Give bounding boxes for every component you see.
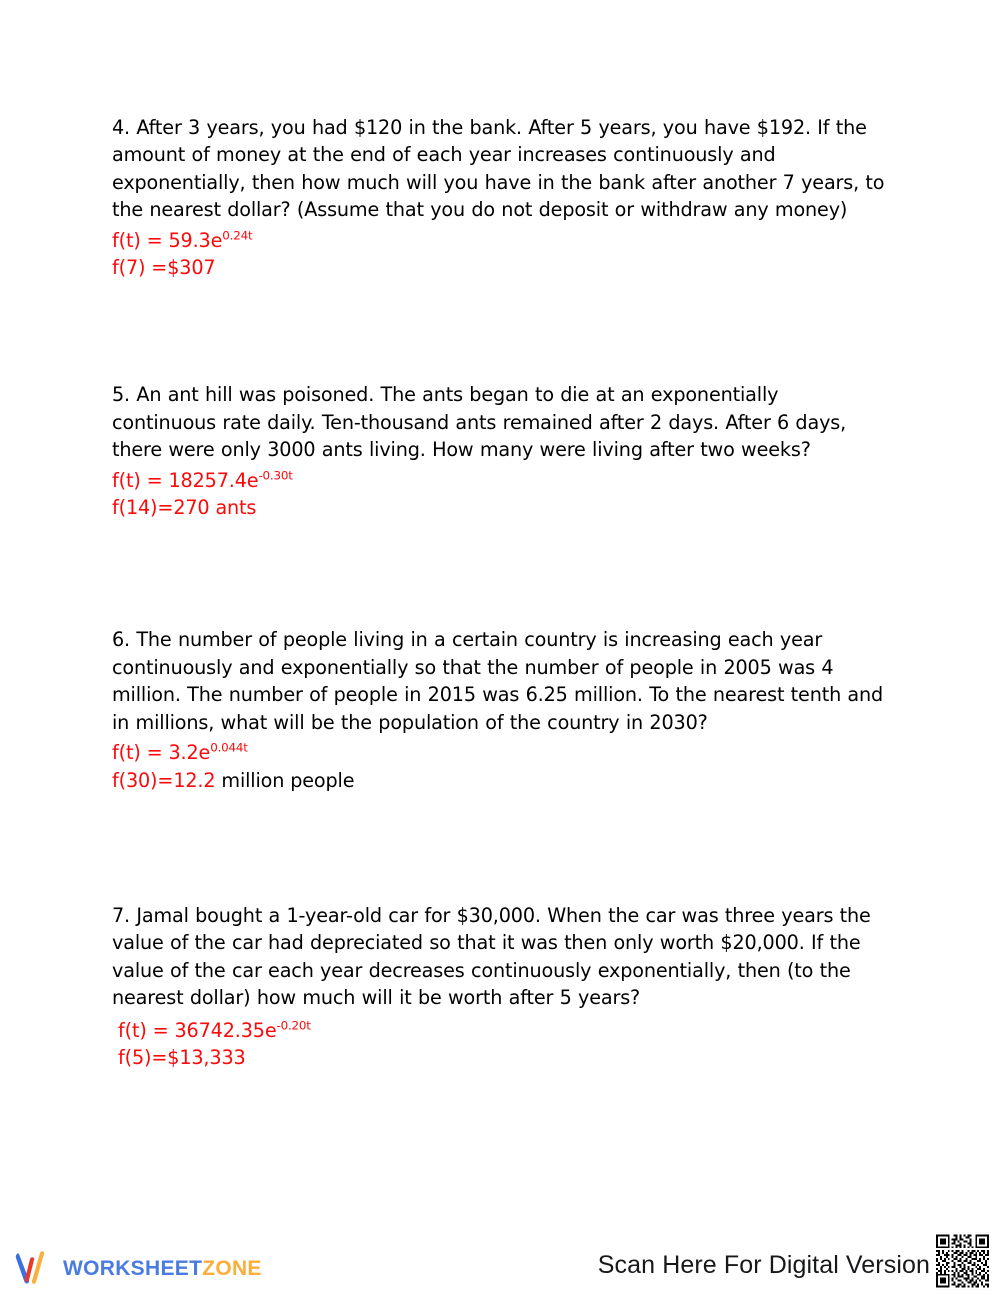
qr-code[interactable] xyxy=(934,1232,991,1290)
page-footer xyxy=(0,1228,1000,1294)
question-5 xyxy=(112,381,888,521)
qr-code-image xyxy=(934,1232,991,1290)
answer-tail: million people xyxy=(215,768,355,792)
question-7-answer-1 xyxy=(112,1017,888,1044)
question-4-prompt: 4. After 3 years, you had $120 in the bank. After 5 years, you have $192. If the amount of money at the end of each year increases continuously and exponentially, then how much will you have in the bank after another 7 years, to the nearest dollar? (Assume that you do not deposit or withdraw any money) xyxy=(112,116,885,222)
answer-base: f(7) =$307 xyxy=(112,256,216,280)
question-7-prompt: 7. Jamal bought a 1-year-old car for $30,000. When the car was three years the value of the car had depreciated so that it was then only worth $20,000. If the value of the car each year decreases continuously exponentially, then (to the nearest dollar) how much will it be worth after 5 years? xyxy=(112,903,871,1010)
question-7 xyxy=(112,902,888,1071)
worksheet-zone-logo-text xyxy=(63,1257,262,1281)
answer-exponent: 0.24t xyxy=(222,228,253,243)
answer-base: f(30)=12.2 xyxy=(112,768,216,792)
answer-base: f(5)=$13,333 xyxy=(118,1045,246,1069)
question-4-answer-1 xyxy=(112,227,888,254)
worksheet-zone-logo[interactable] xyxy=(14,1250,262,1288)
question-6 xyxy=(112,626,888,793)
question-6-answer-1 xyxy=(112,739,888,766)
answer-base: f(t) = 18257.4e xyxy=(112,468,259,492)
question-5-answer-2 xyxy=(112,494,888,521)
answer-exponent: 0.044t xyxy=(210,740,248,755)
questions-container xyxy=(112,114,888,1071)
logo-word-zone: ZONE xyxy=(202,1257,262,1280)
question-6-answer-2 xyxy=(112,767,888,794)
answer-base: f(t) = 3.2e xyxy=(112,741,211,765)
answer-exponent: -0.20t xyxy=(276,1018,311,1033)
question-5-prompt: 5. An ant hill was poisoned. The ants began to die at an exponentially continuous rate daily. Ten-thousand ants remained after 2 days. After 6 days, there were only 3000 ants living. How many were living after two weeks? xyxy=(112,383,847,462)
scan-here-text: Scan Here For Digital Version xyxy=(597,1251,930,1279)
answer-base: f(t) = 36742.35e xyxy=(118,1018,277,1042)
question-7-answer-2 xyxy=(112,1044,888,1071)
answer-exponent: -0.30t xyxy=(258,468,293,483)
question-5-answer-1 xyxy=(112,467,888,494)
question-4 xyxy=(112,114,888,281)
question-6-prompt: 6. The number of people living in a certain country is increasing each year continuously and exponentially so that the number of people in 2005 was 4 million. The number of people in 2015 was 6.25 million. To the nearest tenth and in millions, what will be the population of the country in 2030? xyxy=(112,628,884,734)
question-4-answer-2 xyxy=(112,254,888,281)
logo-word-worksheet: WORKSHEET xyxy=(63,1257,203,1280)
answer-base: f(14)=270 ants xyxy=(112,496,257,520)
answer-base: f(t) = 59.3e xyxy=(112,228,223,252)
worksheet-zone-logo-icon xyxy=(14,1250,54,1288)
